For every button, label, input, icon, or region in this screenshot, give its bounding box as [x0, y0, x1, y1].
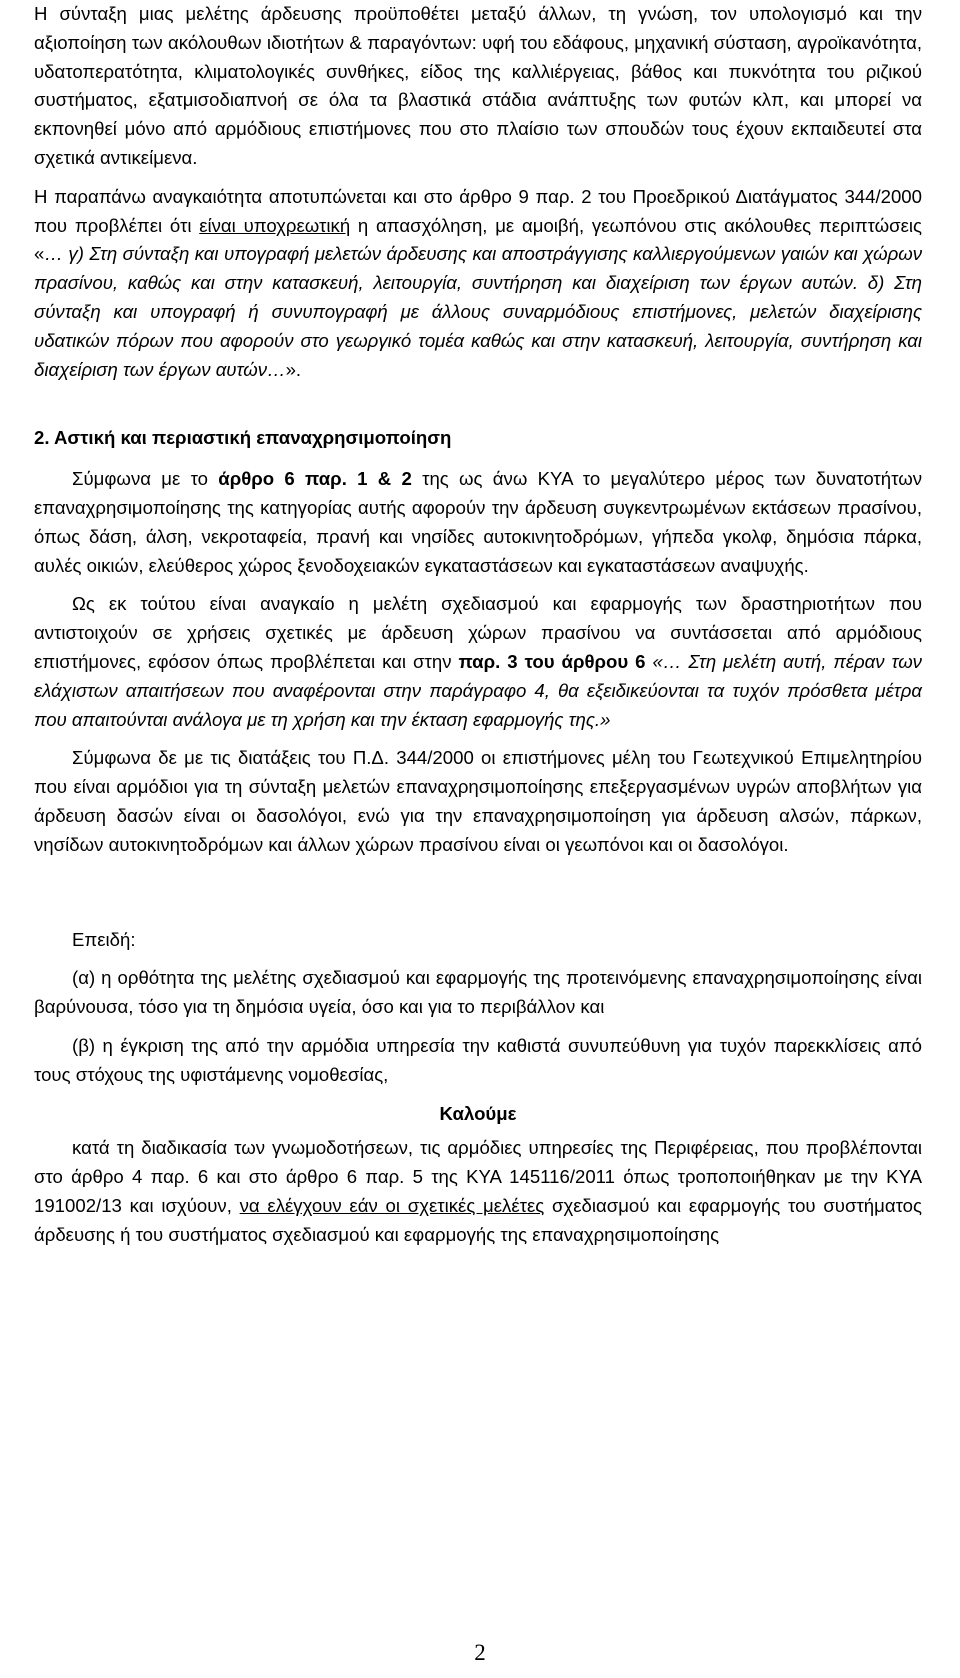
paragraph-soil-study: Η σύνταξη μιας μελέτης άρδευσης προϋποθέτει μεταξύ άλλων, τη γνώση, τον υπολογισμό και την αξιοποίηση των ακόλουθων ιδιοτήτων & παραγόντων: υφή του εδάφους, μηχανική σύσταση, αγροϊκανότητα, υδατοπερατότητα, κλιματολογικές συνθήκες, είδος της καλλιέργειας, βάθος και πυκνότητα του ριζικού συστήματος, εξατμισοδιαπνοή σε όλα τα βλαστικά στάδια ανάπτυξης των φυτών κλπ, και μπορεί να εκπονηθεί μόνο από αρμόδιους επιστήμονες που στο πλαίσιο των σπουδών τους έχουν εκπαιδευτεί στα σχετικά αντικείμενα.	[34, 3, 922, 168]
pd-underlined-obligatory: είναι υποχρεωτική	[199, 214, 351, 236]
art6-bold-ref: άρθρο 6 παρ. 1 & 2	[218, 468, 412, 490]
point-beta: (β) η έγκριση της από την αρμόδια υπηρεσία την καθιστά συνυπεύθυνη για τυχόν παρεκκλίσεις από τους στόχους της υφιστάμενης νομοθεσίας,	[34, 1034, 922, 1085]
paragraph-pd-344	[34, 183, 922, 385]
call-text-b: σχεδιασμού και εφαρμογής του συστήματος άρδευσης ή του συστήματος σχεδιασμού και εφαρμογής της επαναχρησιμοποίησης	[34, 1194, 922, 1245]
call-underlined: να ελέγχουν εάν οι σχετικές μελέτες	[239, 1194, 545, 1216]
necessity-text-a: Ως εκ τούτου είναι αναγκαίο η μελέτη σχεδιασμού και εφαρμογής των δραστηριοτήτων που αντιστοιχούν σε χρήσεις σχετικές με άρδευση χώρων πρασίνου να συντάσσεται από αρμόδιους επιστήμονες, εφόσον όπως προβλέπεται και στην	[34, 593, 922, 672]
pd-quote: … γ) Στη σύνταξη και υπογραφή μελετών άρδευσης και αποστράγγισης καλλιεργούμενων γαιών και χώρων πρασίνου, καθώς και στην κατασκευή, λειτουργία, συντήρηση και διαχείριση των έργων αυτών. δ) Στη σύνταξη και υπογραφή ή συνυπογραφή με άλλους συναρμόδιους επιστήμονες, μελετών διαχείρισης υδατικών πόρων που αφορούν στο γεωργικό τομέα καθώς και στην κατασκευή, λειτουργία, συντήρηση και διαχείριση των έργων αυτών…	[34, 243, 922, 380]
art6-text-b: της ως άνω ΚΥΑ το μεγαλύτερο μέρος των δυνατοτήτων επαναχρησιμοποίησης της κατηγορίας αυτής αφορούν την άρδευση συγκεντρωμένων εκτάσεων πρασίνου, όπως δάση, άλση, νεκροταφεία, πρανή και νησίδες αυτοκινητοδρόμων, γήπεδα γκολφ, δημόσια πάρκα, αυλές οικιών, ελεύθερος χώρος ξενοδοχειακών εγκαταστάσεων και εγκαταστάσεων αναψυχής.	[34, 468, 923, 576]
section-heading-urban-reuse: 2. Αστική και περιαστική επαναχρησιμοποίηση	[34, 427, 452, 449]
point-alpha: (α) η ορθότητα της μελέτης σχεδιασμού και εφαρμογής της προτεινόμενης επαναχρησιμοποίησης είναι βαρύνουσα, τόσο για τη δημόσια υγεία, όσο και για το περιβάλλον και	[34, 967, 922, 1018]
epeidi-label: Επειδή:	[72, 928, 136, 950]
pd-text-c: ».	[285, 358, 302, 380]
pd-text-b: η απασχόληση, με αμοιβή, γεωπόνου στις ακόλουθες περιπτώσεις «	[34, 214, 922, 265]
necessity-quote: «… Στη μελέτη αυτή, πέραν των ελάχιστων απαιτήσεων που αναφέρονται στην παράγραφο 4, θα εξειδικεύονται τα τυχόν πρόσθετα μέτρα που απαιτούνται ανάλογα με τη χρήση και την έκταση εφαρμογής της.»	[34, 650, 922, 730]
kaloume-heading: Καλούμε	[439, 1102, 517, 1124]
art6-text-a: Σύμφωνα με το	[72, 468, 219, 490]
paragraph-study-necessity	[34, 590, 922, 734]
necessity-bold-ref: παρ. 3 του άρθρου 6	[458, 650, 646, 672]
page-number: 2	[474, 1640, 486, 1665]
call-text-a: κατά τη διαδικασία των γνωμοδοτήσεων, τις αρμόδιες υπηρεσίες της Περιφέρειας, που προβλέπονται στο άρθρο 4 παρ. 6 και στο άρθρο 6 παρ. 5 της ΚΥΑ 145116/2011 όπως τροποποιήθηκαν με την ΚΥΑ 191002/13 και ισχύουν,	[34, 1137, 922, 1216]
paragraph-article-6	[34, 465, 922, 580]
paragraph-competent-scientists: Σύμφωνα δε με τις διατάξεις του Π.Δ. 344/2000 οι επιστήμονες μέλη του Γεωτεχνικού Επιμελητηρίου που είναι αρμόδιοι για τη σύνταξη μελετών επαναχρησιμοποίησης επεξεργασμένων υγρών αποβλήτων για άρδευση δασών είναι οι δασολόγοι, ενώ για την επαναχρησιμοποίηση για άρδευση αλσών, πάρκων, νησίδων αυτοκινητοδρόμων και άλλων χώρων πρασίνου είναι οι γεωπόνοι και οι δασολόγοι.	[34, 747, 922, 855]
pd-text-a: Η παραπάνω αναγκαιότητα αποτυπώνεται και στο άρθρο 9 παρ. 2 του Προεδρικού Διατάγματος 344/2000 που προβλέπει ότι	[34, 185, 922, 236]
paragraph-call	[34, 1134, 922, 1249]
